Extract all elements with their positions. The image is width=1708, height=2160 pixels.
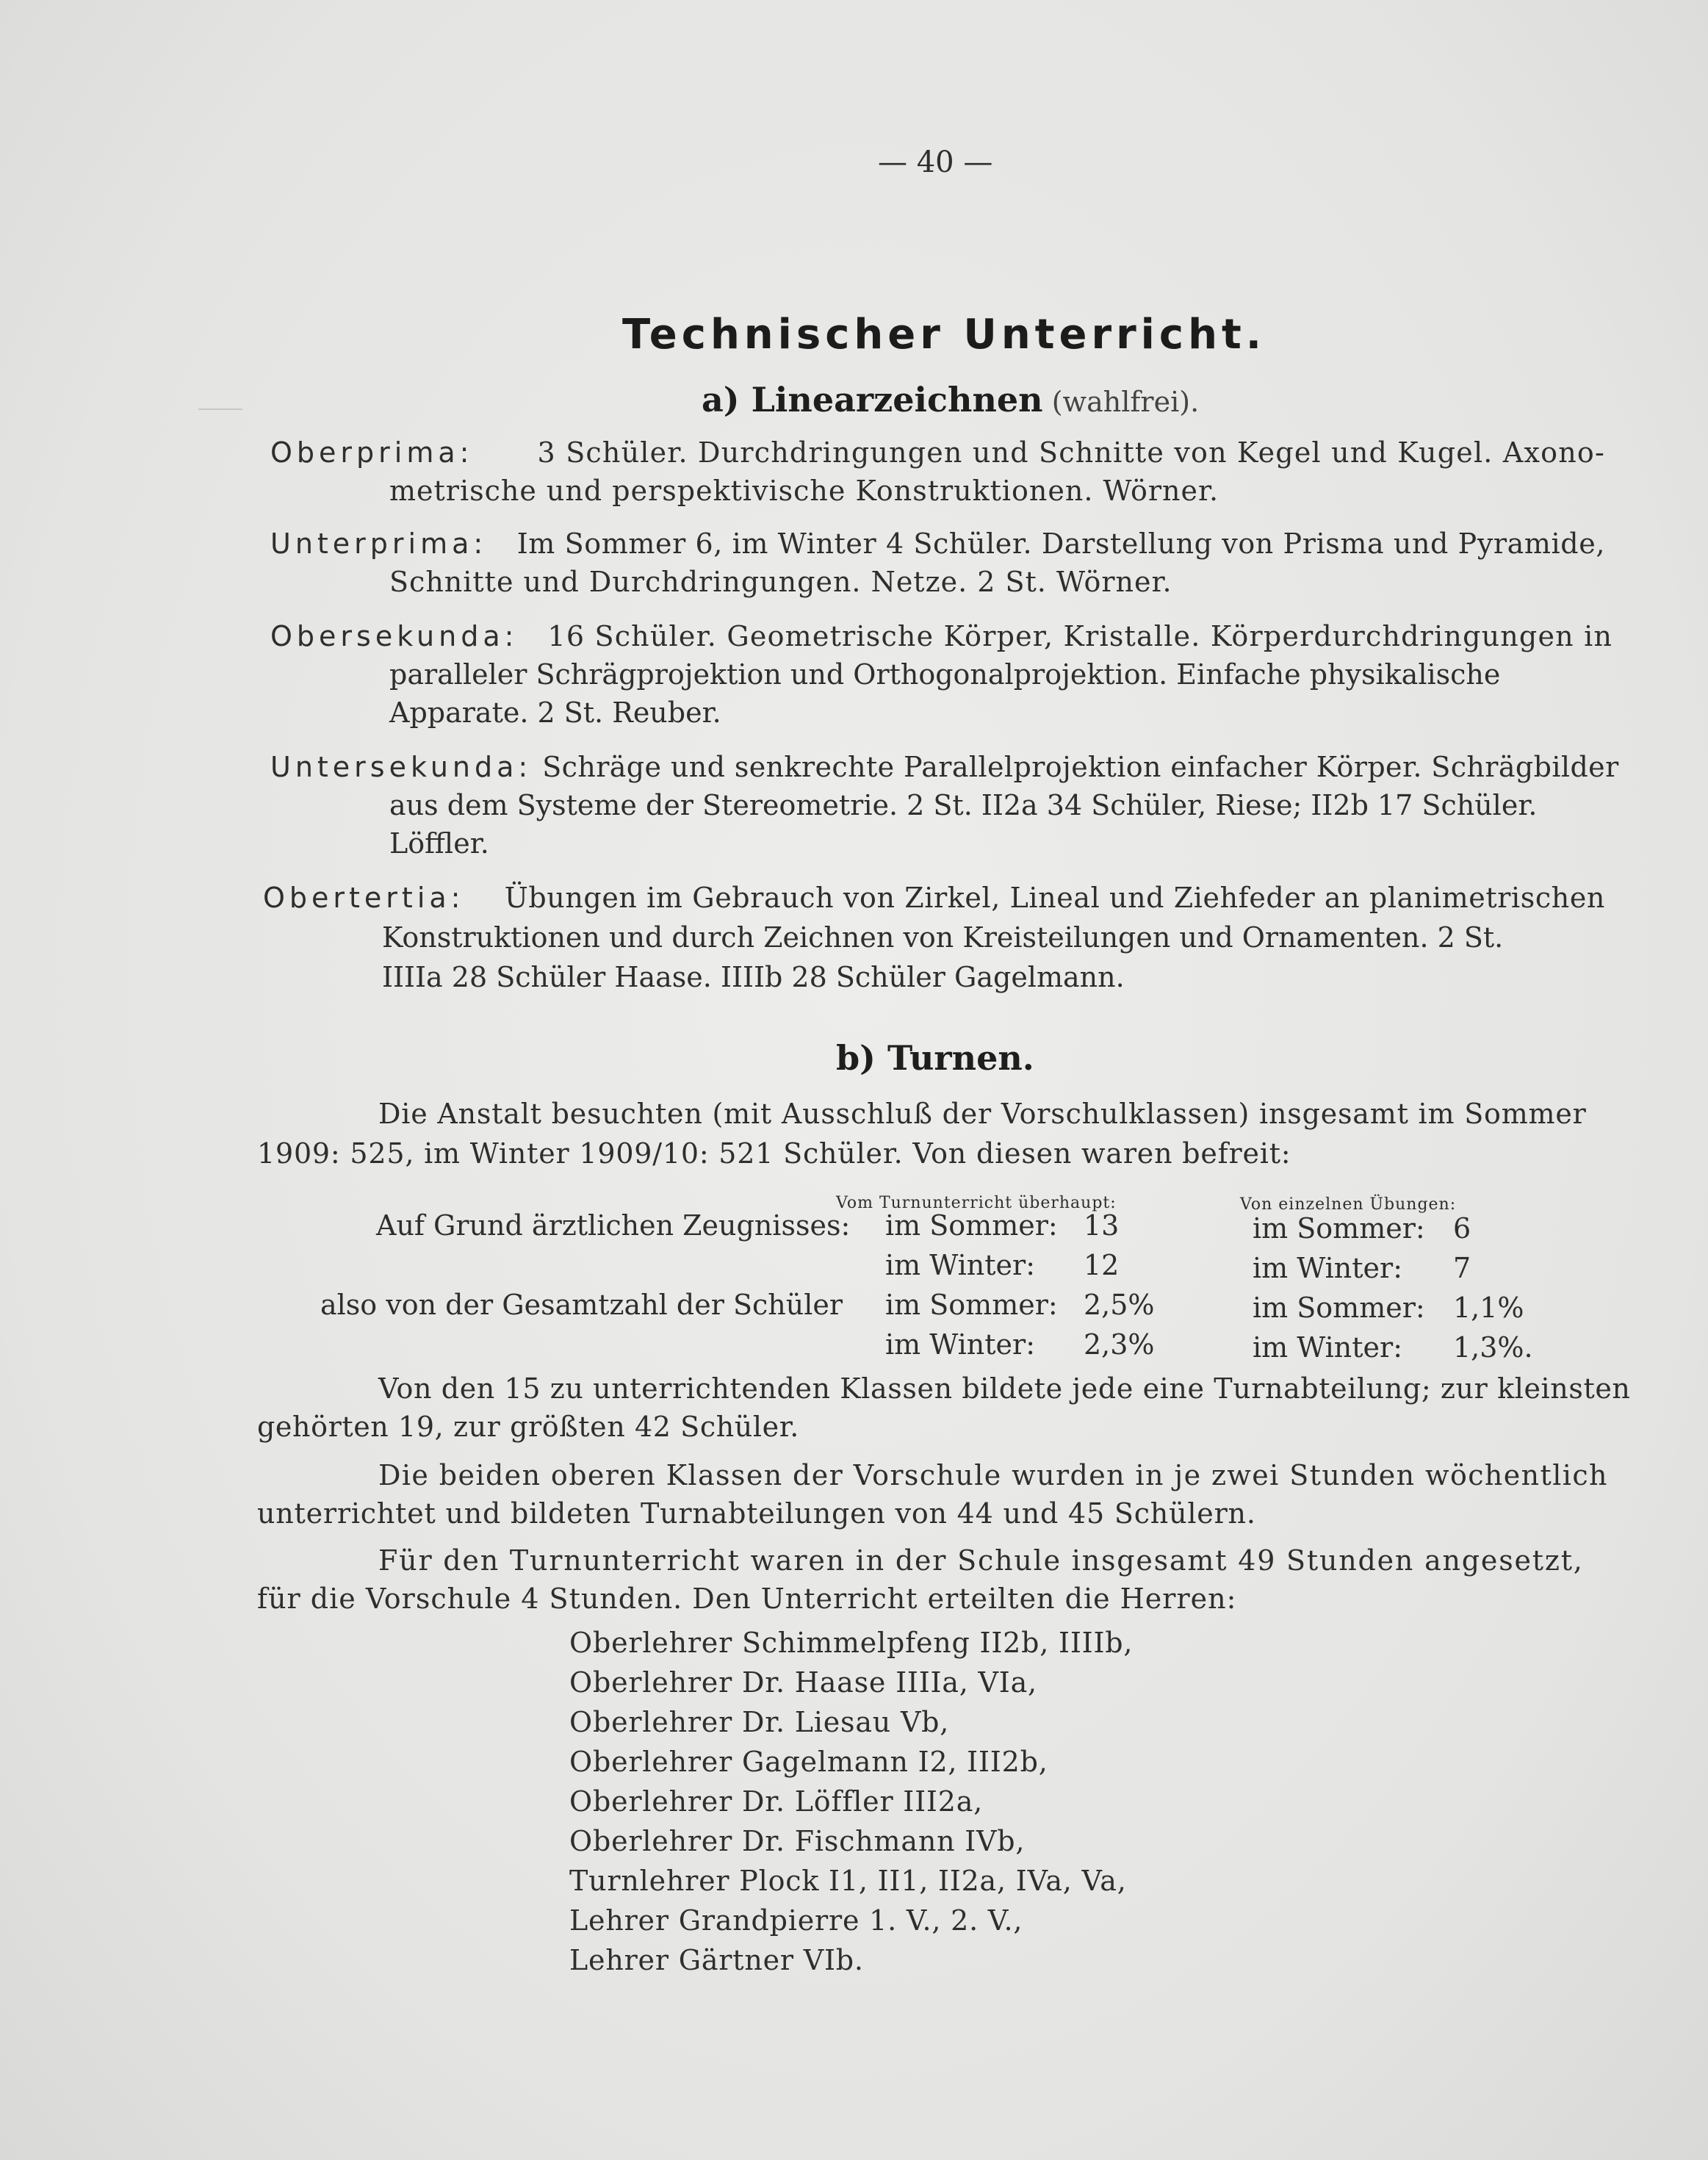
table-cell: im Winter: bbox=[885, 1249, 1036, 1281]
entry-line bbox=[270, 748, 1619, 786]
entry-label: Untersekunda: bbox=[270, 751, 533, 783]
entry-line: Konstruktionen und durch Zeichnen von Kreisteilungen und Ornamenten. 2 St. bbox=[382, 921, 1504, 954]
section-a-note: (wahlfrei). bbox=[1051, 386, 1200, 418]
table-cell: im Sommer: bbox=[1253, 1212, 1425, 1245]
table-cell: 1,1% bbox=[1453, 1292, 1524, 1324]
entry-label: Oberprima: bbox=[270, 436, 474, 469]
section-a-title: a) Linearzeichnen bbox=[702, 380, 1043, 420]
table-cell: 6 bbox=[1453, 1212, 1471, 1245]
teacher-line: Turnlehrer Plock I1, II1, II2a, IVa, Va, bbox=[569, 1865, 1127, 1897]
entry-text: Übungen im Gebrauch von Zirkel, Lineal und Ziehfeder an planimetrischen bbox=[504, 882, 1605, 914]
section-a-heading bbox=[702, 381, 1199, 421]
entry-line: Löffler. bbox=[389, 827, 489, 860]
table-cell: 2,3% bbox=[1084, 1328, 1155, 1361]
teacher-line: Oberlehrer Dr. Haase IIIIa, VIa, bbox=[569, 1666, 1037, 1699]
table-cell: 13 bbox=[1084, 1209, 1120, 1242]
page-title: Technischer Unterricht. bbox=[622, 311, 1266, 359]
b-paragraph-line: unterrichtet und bildeten Turnabteilungen von 44 und 45 Schülern. bbox=[257, 1497, 1256, 1530]
entry-line bbox=[270, 433, 1605, 472]
teacher-line: Oberlehrer Schimmelpfeng II2b, IIIIb, bbox=[569, 1627, 1134, 1659]
table-cell: 12 bbox=[1084, 1249, 1120, 1281]
b-intro-line: 1909: 525, im Winter 1909/10: 521 Schüler. Von diesen waren befreit: bbox=[257, 1137, 1291, 1170]
entry-text: 16 Schüler. Geometrische Körper, Kristalle. Körperdurchdringungen in bbox=[547, 620, 1613, 652]
teacher-line: Oberlehrer Gagelmann I2, III2b, bbox=[569, 1746, 1048, 1778]
table-cell: im Sommer: bbox=[885, 1289, 1058, 1321]
table-cell: 2,5% bbox=[1084, 1289, 1155, 1321]
table-cell: im Winter: bbox=[1253, 1252, 1403, 1284]
teacher-line: Oberlehrer Dr. Fischmann IVb, bbox=[569, 1825, 1026, 1857]
table-cell: im Sommer: bbox=[1253, 1292, 1425, 1324]
entry-line: Schnitte und Durchdringungen. Netze. 2 St. Wörner. bbox=[389, 566, 1172, 598]
table-col1-header: Vom Turnunterricht überhaupt: bbox=[836, 1194, 1117, 1212]
page-number: — 40 — bbox=[878, 145, 993, 179]
entry-label: Unterprima: bbox=[270, 528, 488, 560]
b-paragraph-line: gehörten 19, zur größten 42 Schüler. bbox=[257, 1411, 799, 1443]
entry-label: Obersekunda: bbox=[270, 620, 519, 652]
table-cell: 7 bbox=[1453, 1252, 1471, 1284]
table-col2-header: Von einzelnen Übungen: bbox=[1240, 1195, 1457, 1214]
b-paragraph-line: für die Vorschule 4 Stunden. Den Unterricht erteilten die Herren: bbox=[257, 1583, 1237, 1615]
b-intro-line: Die Anstalt besuchten (mit Ausschluß der Vorschulklassen) insgesamt im Sommer bbox=[378, 1098, 1587, 1130]
b-paragraph-line: Die beiden oberen Klassen der Vorschule wurden in je zwei Stunden wöchentlich bbox=[378, 1459, 1608, 1491]
entry-label: Obertertia: bbox=[263, 882, 465, 914]
table-cell: 1,3%. bbox=[1453, 1331, 1533, 1364]
entry-line: Apparate. 2 St. Reuber. bbox=[389, 696, 721, 729]
teacher-line: Oberlehrer Dr. Liesau Vb, bbox=[569, 1706, 950, 1738]
teacher-line: Lehrer Gärtner VIb. bbox=[569, 1944, 864, 1976]
b-paragraph-line: Für den Turnunterricht waren in der Schule insgesamt 49 Stunden angesetzt, bbox=[378, 1544, 1584, 1577]
b-paragraph-line: Von den 15 zu unterrichtenden Klassen bildete jede eine Turnabteilung; zur kleinsten bbox=[378, 1372, 1631, 1405]
entry-line bbox=[263, 879, 1605, 917]
section-b-heading: b) Turnen. bbox=[836, 1038, 1034, 1078]
teacher-line: Lehrer Grandpierre 1. V., 2. V., bbox=[569, 1904, 1023, 1937]
entry-text: Im Sommer 6, im Winter 4 Schüler. Darstellung von Prisma und Pyramide, bbox=[516, 528, 1605, 560]
table-cell: im Winter: bbox=[885, 1328, 1036, 1361]
table-row-label: Auf Grund ärztlichen Zeugnisses: bbox=[376, 1209, 851, 1242]
table-cell: im Winter: bbox=[1253, 1331, 1403, 1364]
entry-line: paralleler Schrägprojektion und Orthogonalprojektion. Einfache physikalische bbox=[389, 658, 1501, 691]
table-row-label: also von der Gesamtzahl der Schüler bbox=[320, 1289, 843, 1321]
entry-text: Schräge und senkrechte Parallelprojektion einfacher Körper. Schrägbilder bbox=[542, 751, 1619, 783]
entry-line bbox=[270, 617, 1613, 655]
entry-line: IIIIa 28 Schüler Haase. IIIIb 28 Schüler Gagelmann. bbox=[382, 961, 1125, 993]
teacher-line: Oberlehrer Dr. Löffler III2a, bbox=[569, 1785, 984, 1818]
entry-line: metrische und perspektivische Konstruktionen. Wörner. bbox=[389, 475, 1219, 507]
entry-text: 3 Schüler. Durchdringungen und Schnitte von Kegel und Kugel. Axono- bbox=[537, 436, 1605, 469]
margin-mark bbox=[198, 408, 242, 410]
entry-line bbox=[270, 525, 1605, 563]
entry-line: aus dem Systeme der Stereometrie. 2 St. II2a 34 Schüler, Riese; II2b 17 Schüler. bbox=[389, 789, 1538, 821]
table-cell: im Sommer: bbox=[885, 1209, 1058, 1242]
